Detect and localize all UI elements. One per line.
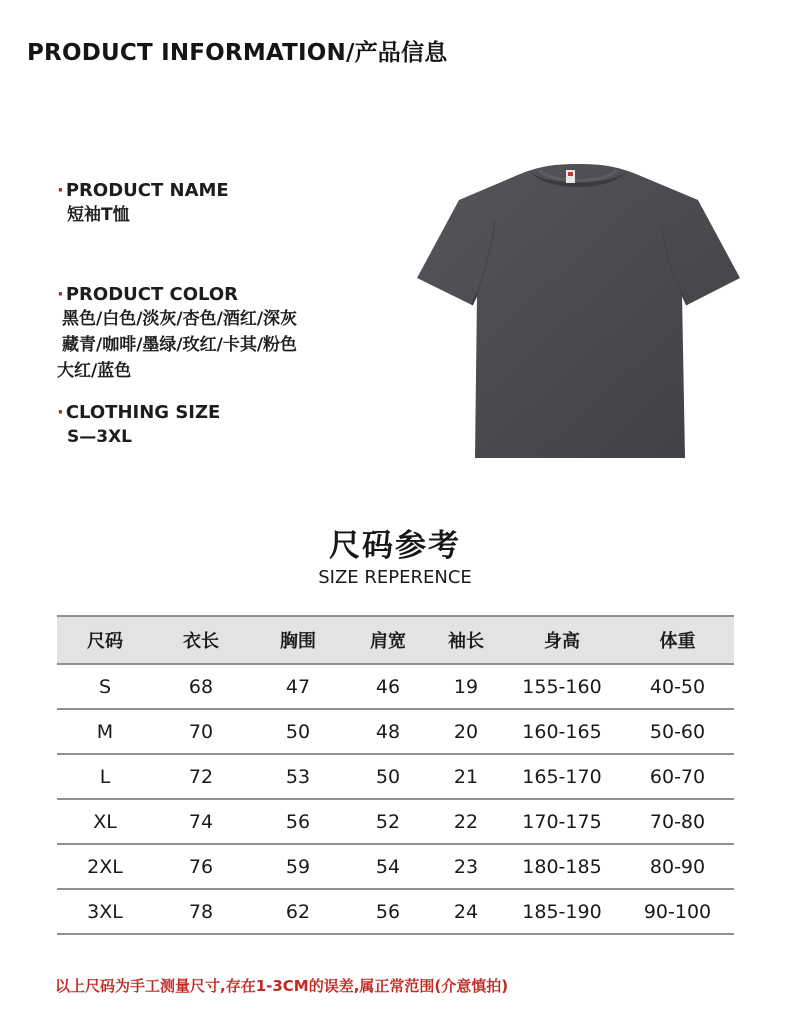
table-cell: 47 [249,664,347,709]
bullet-dot: · [57,284,64,305]
table-cell: XL [57,799,153,844]
table-cell: 76 [153,844,249,889]
bullet-dot: · [57,180,64,201]
table-cell: S [57,664,153,709]
brand-tag [566,170,575,183]
table-cell: 24 [429,889,503,934]
table-row [57,754,734,799]
table-cell: 185-190 [503,889,621,934]
table-cell: 165-170 [503,754,621,799]
color-line: 大红/蓝色 [57,361,132,381]
table-cell: 74 [153,799,249,844]
table-cell: 62 [249,889,347,934]
product-name-value: 短袖T恤 [67,205,130,225]
product-color-list [57,306,297,384]
bullet-dot: · [57,402,64,423]
table-cell: L [57,754,153,799]
clothing-size-label: CLOTHING SIZE [65,402,221,423]
header-chest: 胸围 [249,616,347,664]
header-height: 身高 [503,616,621,664]
table-header-row [57,616,734,664]
product-color-label: PRODUCT COLOR [65,284,239,305]
table-cell: 21 [429,754,503,799]
table-cell: 50 [347,754,429,799]
tshirt-body [417,164,740,458]
size-chart-subtitle: SIZE REPERENCE [318,567,472,588]
table-cell: 72 [153,754,249,799]
product-name-section [57,180,229,228]
header-length: 衣长 [153,616,249,664]
table-cell: 56 [249,799,347,844]
table-cell: 70 [153,709,249,754]
header-sleeve: 袖长 [429,616,503,664]
table-cell: M [57,709,153,754]
table-cell: 22 [429,799,503,844]
table-cell: 40-50 [621,664,734,709]
table-row [57,799,734,844]
table-cell: 160-165 [503,709,621,754]
product-name-label: PRODUCT NAME [65,180,229,201]
table-row [57,709,734,754]
table-cell: 56 [347,889,429,934]
table-cell: 78 [153,889,249,934]
size-table [57,615,734,935]
size-chart-title: 尺码参考 [329,528,461,564]
tshirt-image [415,162,741,460]
table-cell: 50-60 [621,709,734,754]
header-weight: 体重 [621,616,734,664]
page-title: PRODUCT INFORMATION/产品信息 [27,40,448,66]
clothing-size-section [57,402,220,450]
header-shoulder: 肩宽 [347,616,429,664]
table-row [57,664,734,709]
table-cell: 90-100 [621,889,734,934]
table-cell: 60-70 [621,754,734,799]
table-cell: 68 [153,664,249,709]
table-cell: 54 [347,844,429,889]
table-cell: 19 [429,664,503,709]
table-cell: 2XL [57,844,153,889]
measurement-disclaimer: 以上尺码为手工测量尺寸,存在1-3CM的误差,属正常范围(介意慎拍) [55,977,509,995]
table-cell: 3XL [57,889,153,934]
table-cell: 20 [429,709,503,754]
table-cell: 80-90 [621,844,734,889]
table-row [57,844,734,889]
table-cell: 50 [249,709,347,754]
color-line: 藏青/咖啡/墨绿/玫红/卡其/粉色 [62,335,298,355]
table-cell: 46 [347,664,429,709]
table-cell: 52 [347,799,429,844]
color-line: 黑色/白色/淡灰/杏色/酒红/深灰 [62,309,298,329]
table-cell: 23 [429,844,503,889]
table-row [57,889,734,934]
table-cell: 180-185 [503,844,621,889]
product-color-section [57,284,297,384]
table-cell: 48 [347,709,429,754]
header-size: 尺码 [57,616,153,664]
table-cell: 170-175 [503,799,621,844]
table-cell: 59 [249,844,347,889]
table-cell: 70-80 [621,799,734,844]
table-cell: 155-160 [503,664,621,709]
clothing-size-value: S—3XL [67,427,133,447]
table-cell: 53 [249,754,347,799]
